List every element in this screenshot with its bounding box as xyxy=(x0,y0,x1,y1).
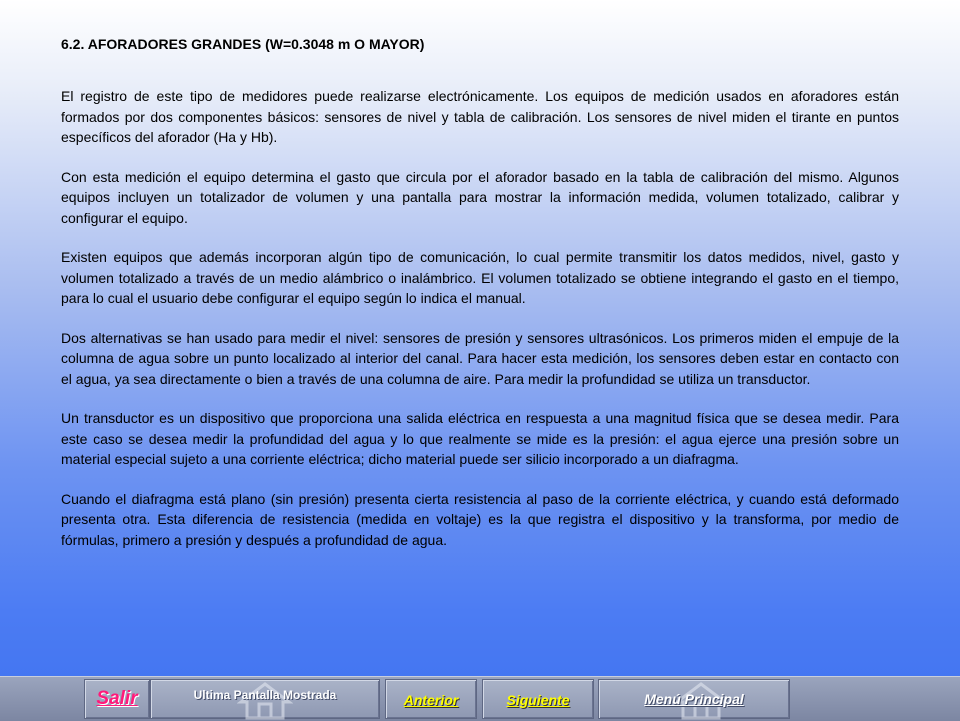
last-screen-button[interactable] xyxy=(150,679,380,719)
main-menu-label: Menú Principal xyxy=(644,691,744,707)
next-button[interactable] xyxy=(482,679,594,719)
last-screen-label: Ultima Pantalla Mostrada xyxy=(193,688,337,702)
exit-button-label: Salir xyxy=(96,688,138,709)
paragraph-4: Dos alternativas se han usado para medir el nivel: sensores de presión y sensores ultrasónicos. Los primeros miden el empuje de la columna de agua sobre un punto localizado al interior del canal. Para hacer esta medición, los sensores deben estar en contacto con el agua, ya sea directamente o bien a través de una columna de aire. Para medir la profundidad se utiliza un transductor. xyxy=(61,329,899,387)
exit-button[interactable] xyxy=(84,679,150,719)
paragraph-6: Cuando el diafragma está plano (sin presión) presenta cierta resistencia al paso de la corriente eléctrica, y cuando está deformado presenta otra. Esta diferencia de resistencia (medida en voltaje) es la que registra el dispositivo y la transforma, por medio de fórmulas, primero a presión y después a profundidad de agua. xyxy=(61,490,899,548)
paragraph-2: Con esta medición el equipo determina el gasto que circula por el aforador basado en la tabla de calibración del mismo. Algunos equipos incluyen un totalizador de volumen y una pantalla para mostrar la información medida, volumen totalizado, calibrar y configurar el equipo. xyxy=(61,168,899,226)
main-menu-button[interactable] xyxy=(598,679,790,719)
previous-button[interactable] xyxy=(385,679,477,719)
section-title: 6.2. AFORADORES GRANDES (W=0.3048 m O MAYOR) xyxy=(61,36,425,52)
content-area xyxy=(61,36,899,569)
paragraph-3: Existen equipos que además incorporan algún tipo de comunicación, lo cual permite transmitir los datos medidos, nivel, gasto y volumen totalizado a través de un medio alámbrico o inalámbrico. El volumen totalizado se obtiene integrando el gasto en el tiempo, para lo cual el usuario debe configurar el equipo según lo indica el manual. xyxy=(61,249,899,306)
navigation-bar xyxy=(0,676,960,721)
next-button-label: Siguiente xyxy=(506,692,570,708)
paragraph-5: Un transductor es un dispositivo que proporciona una salida eléctrica en respuesta a una magnitud física que se desea medir. Para este caso se desea medir la profundidad del agua y lo que realmente se mide es la presión: el agua ejerce una presión sobre un material especial sujeto a una corriente eléctrica; dicho material puede ser silicio incorporado a un diafragma. xyxy=(61,410,899,467)
paragraph-1: El registro de este tipo de medidores puede realizarse electrónicamente. Los equipos de medición usados en aforadores están formados por dos componentes básicos: sensores de nivel y tabla de calibración. Los sensores de nivel miden el tirante en puntos específicos del aforador (Ha y Hb). xyxy=(61,88,899,145)
previous-button-label: Anterior xyxy=(403,692,459,708)
